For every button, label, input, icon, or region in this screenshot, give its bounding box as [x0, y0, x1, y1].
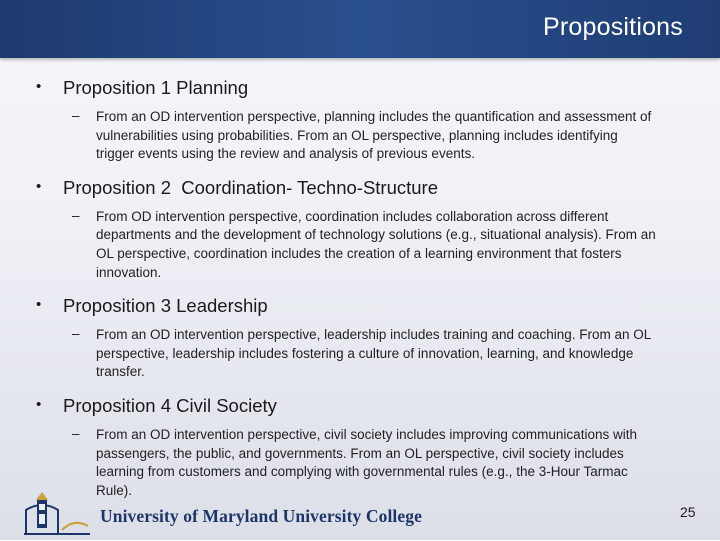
university-logo-icon	[22, 492, 92, 541]
proposition-3	[36, 294, 686, 382]
proposition-detail: From an OD intervention perspective, planning includes the quantification and assessment of vulnerabilities using probabilities. From an OL perspective, planning includes identifying trigger events using the review and analysis of previous events.	[96, 109, 652, 162]
title-bar	[0, 0, 720, 58]
slide-title: Propositions	[543, 13, 683, 41]
proposition-heading: Proposition 4 Civil Society	[63, 394, 277, 416]
dash-icon: –	[72, 108, 80, 123]
proposition-heading: Proposition 3 Leadership	[63, 295, 268, 317]
proposition-heading: Proposition 1 Planning	[63, 77, 249, 98]
proposition-heading: Proposition 2 Coordination- Techno-Structure	[63, 176, 439, 198]
dash-icon: –	[72, 425, 80, 441]
content-area	[36, 76, 686, 500]
dash-icon: –	[72, 326, 80, 342]
page-number: 25	[680, 504, 696, 520]
institution-name: University of Maryland University College	[100, 506, 422, 526]
bullet-icon: •	[36, 296, 42, 314]
proposition-detail: From an OD intervention perspective, civil society includes improving communications with passengers, the public, and governments. From an OL perspective, civil society includes learning from customers and complying with governmental rules (e.g., the 3-Hour Tarmac Rule).	[96, 426, 637, 498]
dash-icon: –	[72, 207, 80, 223]
bullet-icon: •	[36, 78, 42, 95]
proposition-2	[36, 176, 686, 282]
proposition-1	[36, 76, 686, 164]
bullet-icon: •	[36, 395, 42, 413]
proposition-4	[36, 394, 686, 500]
proposition-detail: From an OD intervention perspective, leadership includes training and coaching. From an OL perspective, leadership includes fostering a culture of innovation, learning, and knowledge transfer.	[96, 327, 651, 380]
proposition-detail: From OD intervention perspective, coordination includes collaboration across different departments and the development of technology solutions (e.g., situational analysis). From an OL perspective, coordination includes the creation of a learning environment that fosters innovation.	[96, 208, 656, 280]
footer	[0, 488, 720, 540]
bullet-icon: •	[36, 177, 42, 195]
